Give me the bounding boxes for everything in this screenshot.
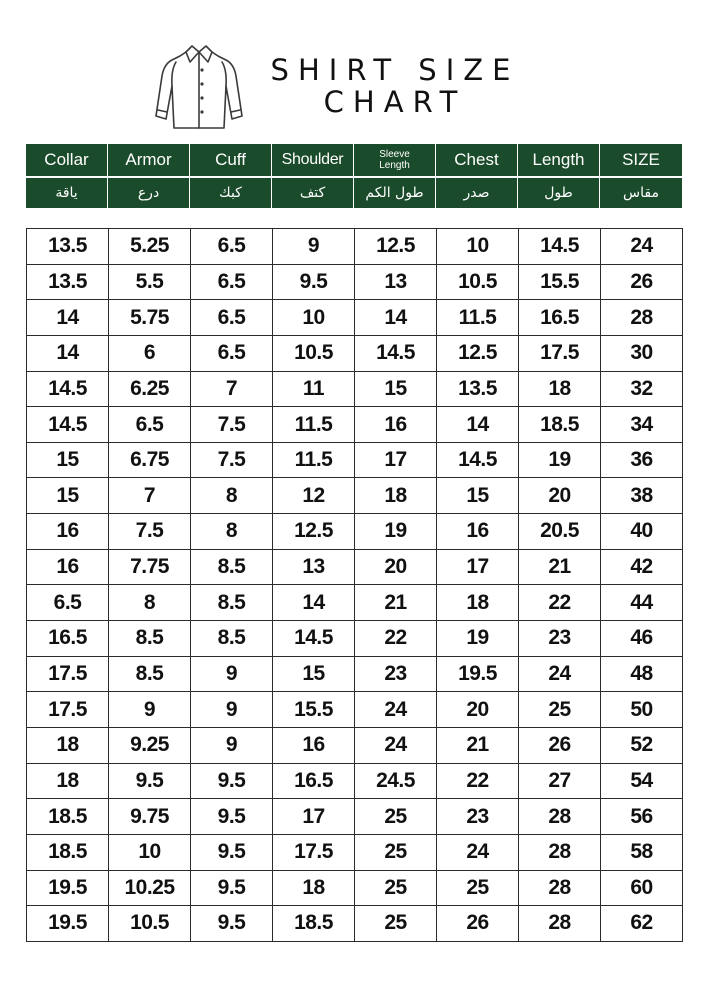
cell-chest: 16 (437, 514, 519, 550)
page-title-line-1: SHIRT SIZE (270, 53, 520, 87)
header-size: SIZE (622, 150, 660, 169)
cell-chest: 20 (437, 692, 519, 728)
cell-cuff: 7.5 (191, 407, 273, 443)
cell-cuff: 6.5 (191, 300, 273, 336)
cell-collar: 13.5 (27, 229, 109, 265)
table-row (27, 727, 683, 763)
cell-shoulder: 18.5 (273, 906, 355, 942)
header-armor: Armor (108, 144, 190, 176)
cell-armor: 5.75 (109, 300, 191, 336)
cell-length: 27 (519, 763, 601, 799)
table-row (27, 549, 683, 585)
cell-sleeve-length: 25 (355, 906, 437, 942)
cell-chest: 13.5 (437, 371, 519, 407)
cell-shoulder: 16 (273, 727, 355, 763)
cell-shoulder: 15 (273, 656, 355, 692)
cell-sleeve-length: 23 (355, 656, 437, 692)
cell-collar: 19.5 (27, 906, 109, 942)
header-size-ar: مقاس (623, 185, 659, 201)
cell-chest: 17 (437, 549, 519, 585)
cell-size: 60 (601, 870, 683, 906)
cell-length: 19 (519, 442, 601, 478)
cell-collar: 6.5 (27, 585, 109, 621)
shirt-icon (150, 40, 248, 132)
cell-shoulder: 17 (273, 799, 355, 835)
cell-size: 32 (601, 371, 683, 407)
cell-size: 58 (601, 834, 683, 870)
header-sleeve-length: Sleeve Length (354, 144, 436, 176)
cell-size: 44 (601, 585, 683, 621)
cell-size: 62 (601, 906, 683, 942)
cell-sleeve-length: 25 (355, 799, 437, 835)
table-row (27, 870, 683, 906)
cell-length: 18 (519, 371, 601, 407)
cell-size: 30 (601, 335, 683, 371)
table-row (27, 335, 683, 371)
header-length-ar: طول (518, 178, 600, 208)
cell-sleeve-length: 15 (355, 371, 437, 407)
cell-collar: 14 (27, 300, 109, 336)
cell-chest: 12.5 (437, 335, 519, 371)
cell-size: 26 (601, 264, 683, 300)
header-cuff: Cuff (190, 144, 272, 176)
cell-size: 46 (601, 621, 683, 657)
cell-armor: 6.25 (109, 371, 191, 407)
cell-collar: 13.5 (27, 264, 109, 300)
cell-armor: 9.75 (109, 799, 191, 835)
cell-cuff: 6.5 (191, 229, 273, 265)
cell-shoulder: 13 (273, 549, 355, 585)
cell-length: 26 (519, 727, 601, 763)
cell-chest: 10.5 (437, 264, 519, 300)
cell-shoulder: 11 (273, 371, 355, 407)
table-row (27, 371, 683, 407)
cell-chest: 25 (437, 870, 519, 906)
table-row (27, 478, 683, 514)
cell-collar: 18.5 (27, 799, 109, 835)
header-row-arabic (26, 178, 682, 208)
cell-size: 50 (601, 692, 683, 728)
cell-cuff: 8.5 (191, 621, 273, 657)
cell-sleeve-length: 24 (355, 692, 437, 728)
cell-collar: 16 (27, 549, 109, 585)
cell-cuff: 9.5 (191, 906, 273, 942)
table-row (27, 300, 683, 336)
table-row (27, 656, 683, 692)
cell-size: 28 (601, 300, 683, 336)
cell-length: 28 (519, 870, 601, 906)
cell-armor: 7.75 (109, 549, 191, 585)
header-row-english (26, 144, 682, 176)
cell-armor: 5.5 (109, 264, 191, 300)
cell-cuff: 8 (191, 514, 273, 550)
cell-shoulder: 17.5 (273, 834, 355, 870)
cell-length: 17.5 (519, 335, 601, 371)
cell-chest: 24 (437, 834, 519, 870)
cell-collar: 19.5 (27, 870, 109, 906)
cell-armor: 9 (109, 692, 191, 728)
cell-shoulder: 18 (273, 870, 355, 906)
cell-length: 28 (519, 906, 601, 942)
header-chest-ar: صدر (436, 178, 518, 208)
header-armor-ar: درع (108, 178, 190, 208)
cell-length: 28 (519, 799, 601, 835)
cell-size: 42 (601, 549, 683, 585)
cell-collar: 18 (27, 763, 109, 799)
header-sleeve-length-ar: طول الكم (354, 178, 436, 208)
cell-shoulder: 10.5 (273, 335, 355, 371)
cell-length: 20.5 (519, 514, 601, 550)
cell-size: 34 (601, 407, 683, 443)
cell-chest: 21 (437, 727, 519, 763)
cell-length: 28 (519, 834, 601, 870)
header-shoulder: Shoulder (272, 144, 354, 176)
cell-collar: 14 (27, 335, 109, 371)
cell-sleeve-length: 16 (355, 407, 437, 443)
cell-collar: 14.5 (27, 371, 109, 407)
cell-size: 36 (601, 442, 683, 478)
table-row (27, 763, 683, 799)
cell-size: 54 (601, 763, 683, 799)
cell-length: 20 (519, 478, 601, 514)
cell-cuff: 8 (191, 478, 273, 514)
cell-armor: 8.5 (109, 656, 191, 692)
cell-shoulder: 14 (273, 585, 355, 621)
cell-shoulder: 10 (273, 300, 355, 336)
cell-size: 52 (601, 727, 683, 763)
cell-cuff: 7.5 (191, 442, 273, 478)
cell-length: 16.5 (519, 300, 601, 336)
cell-chest: 15 (437, 478, 519, 514)
size-table (26, 228, 683, 942)
header-collar: Collar (26, 144, 108, 176)
cell-shoulder: 16.5 (273, 763, 355, 799)
cell-sleeve-length: 12.5 (355, 229, 437, 265)
cell-collar: 16.5 (27, 621, 109, 657)
cell-chest: 19.5 (437, 656, 519, 692)
cell-cuff: 6.5 (191, 264, 273, 300)
cell-collar: 15 (27, 478, 109, 514)
header-collar-ar: ياقة (26, 178, 108, 208)
cell-cuff: 9.5 (191, 763, 273, 799)
cell-size: 48 (601, 656, 683, 692)
cell-chest: 14.5 (437, 442, 519, 478)
table-row (27, 585, 683, 621)
cell-length: 24 (519, 656, 601, 692)
header-length: Length (518, 144, 600, 176)
cell-length: 14.5 (519, 229, 601, 265)
cell-armor: 5.25 (109, 229, 191, 265)
cell-armor: 6 (109, 335, 191, 371)
cell-sleeve-length: 19 (355, 514, 437, 550)
cell-armor: 6.5 (109, 407, 191, 443)
cell-armor: 7.5 (109, 514, 191, 550)
cell-chest: 19 (437, 621, 519, 657)
cell-length: 22 (519, 585, 601, 621)
cell-sleeve-length: 22 (355, 621, 437, 657)
table-row (27, 621, 683, 657)
cell-shoulder: 9.5 (273, 264, 355, 300)
table-row (27, 264, 683, 300)
table-row (27, 834, 683, 870)
cell-shoulder: 12 (273, 478, 355, 514)
cell-cuff: 9 (191, 656, 273, 692)
cell-collar: 14.5 (27, 407, 109, 443)
cell-sleeve-length: 25 (355, 870, 437, 906)
cell-armor: 10.25 (109, 870, 191, 906)
cell-armor: 9.25 (109, 727, 191, 763)
cell-sleeve-length: 13 (355, 264, 437, 300)
table-row (27, 407, 683, 443)
cell-size: 40 (601, 514, 683, 550)
cell-armor: 7 (109, 478, 191, 514)
cell-cuff: 9 (191, 727, 273, 763)
cell-shoulder: 11.5 (273, 407, 355, 443)
cell-shoulder: 12.5 (273, 514, 355, 550)
cell-sleeve-length: 20 (355, 549, 437, 585)
cell-size: 24 (601, 229, 683, 265)
cell-shoulder: 14.5 (273, 621, 355, 657)
cell-armor: 10.5 (109, 906, 191, 942)
cell-sleeve-length: 18 (355, 478, 437, 514)
table-row (27, 692, 683, 728)
cell-shoulder: 9 (273, 229, 355, 265)
cell-collar: 15 (27, 442, 109, 478)
table-row (27, 442, 683, 478)
cell-length: 23 (519, 621, 601, 657)
header-cuff-ar: كبك (190, 178, 272, 208)
cell-sleeve-length: 25 (355, 834, 437, 870)
cell-armor: 6.75 (109, 442, 191, 478)
cell-length: 18.5 (519, 407, 601, 443)
header-shoulder-ar: كتف (272, 178, 354, 208)
cell-length: 21 (519, 549, 601, 585)
cell-armor: 9.5 (109, 763, 191, 799)
cell-armor: 8.5 (109, 621, 191, 657)
cell-sleeve-length: 21 (355, 585, 437, 621)
cell-collar: 18.5 (27, 834, 109, 870)
cell-cuff: 9 (191, 692, 273, 728)
cell-collar: 16 (27, 514, 109, 550)
cell-armor: 10 (109, 834, 191, 870)
cell-cuff: 8.5 (191, 549, 273, 585)
cell-sleeve-length: 14 (355, 300, 437, 336)
cell-chest: 22 (437, 763, 519, 799)
table-row (27, 799, 683, 835)
cell-cuff: 8.5 (191, 585, 273, 621)
cell-length: 15.5 (519, 264, 601, 300)
cell-size: 38 (601, 478, 683, 514)
cell-collar: 18 (27, 727, 109, 763)
cell-chest: 18 (437, 585, 519, 621)
cell-sleeve-length: 24.5 (355, 763, 437, 799)
cell-cuff: 6.5 (191, 335, 273, 371)
page-title-line-2: CHART (323, 85, 467, 119)
cell-size: 56 (601, 799, 683, 835)
cell-cuff: 9.5 (191, 799, 273, 835)
table-row (27, 229, 683, 265)
cell-sleeve-length: 17 (355, 442, 437, 478)
cell-chest: 14 (437, 407, 519, 443)
cell-chest: 26 (437, 906, 519, 942)
cell-collar: 17.5 (27, 692, 109, 728)
cell-chest: 11.5 (437, 300, 519, 336)
cell-cuff: 9.5 (191, 870, 273, 906)
cell-chest: 23 (437, 799, 519, 835)
cell-shoulder: 11.5 (273, 442, 355, 478)
cell-chest: 10 (437, 229, 519, 265)
cell-cuff: 9.5 (191, 834, 273, 870)
cell-sleeve-length: 24 (355, 727, 437, 763)
table-header (26, 144, 682, 208)
cell-shoulder: 15.5 (273, 692, 355, 728)
table-row (27, 906, 683, 942)
cell-armor: 8 (109, 585, 191, 621)
cell-sleeve-length: 14.5 (355, 335, 437, 371)
size-table-body (27, 229, 683, 942)
header-chest: Chest (436, 144, 518, 176)
cell-collar: 17.5 (27, 656, 109, 692)
cell-cuff: 7 (191, 371, 273, 407)
table-row (27, 514, 683, 550)
cell-length: 25 (519, 692, 601, 728)
